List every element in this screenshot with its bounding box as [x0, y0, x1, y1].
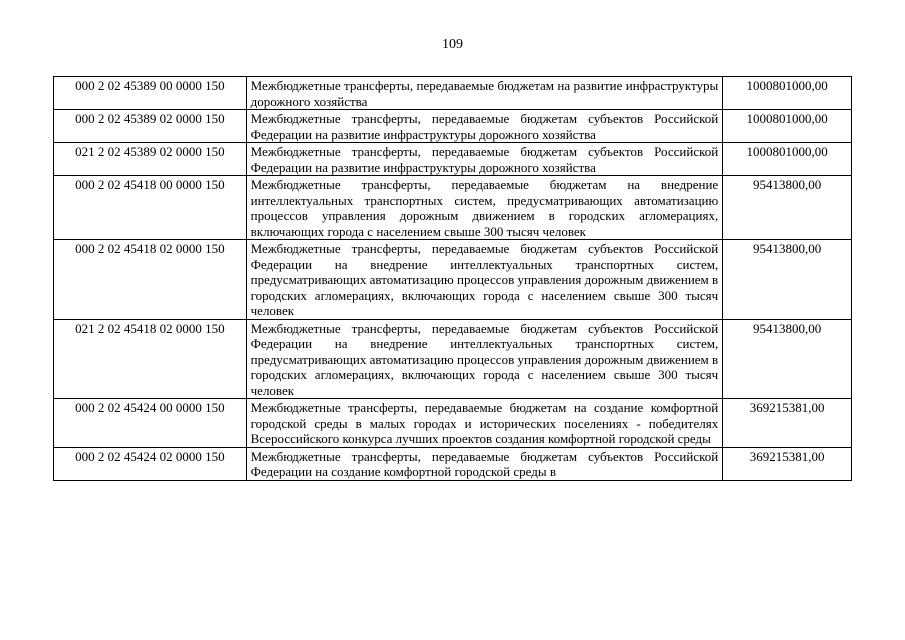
table-row: [54, 110, 852, 143]
budget-code: 000 2 02 45389 00 0000 150: [54, 77, 247, 110]
amount: 95413800,00: [723, 240, 852, 320]
amount: 1000801000,00: [723, 110, 852, 143]
budget-code: 000 2 02 45418 02 0000 150: [54, 240, 247, 320]
amount: 1000801000,00: [723, 77, 852, 110]
transfer-description: Межбюджетные трансферты, передаваемые бюджетам на создание комфортной городской среды в малых городах и исторических поселениях - победителях Всероссийского конкурса лучших проектов создания комфортной городской среды: [246, 399, 723, 448]
budget-code: 000 2 02 45424 00 0000 150: [54, 399, 247, 448]
budget-code: 021 2 02 45418 02 0000 150: [54, 319, 247, 399]
table-row: [54, 240, 852, 320]
transfer-description: Межбюджетные трансферты, передаваемые бюджетам субъектов Российской Федерации на внедрение интеллектуальных транспортных систем, предусматривающих автоматизацию процессов управления дорожным движением в городских агломерациях, включающих города с населением свыше 300 тысяч человек: [246, 240, 723, 320]
amount: 95413800,00: [723, 319, 852, 399]
transfer-description: Межбюджетные трансферты, передаваемые бюджетам на внедрение интеллектуальных транспортных систем, предусматривающих автоматизацию процессов управления дорожным движением в городских агломерациях, включающих города с населением свыше 300 тысяч человек: [246, 176, 723, 240]
transfer-description: Межбюджетные трансферты, передаваемые бюджетам субъектов Российской Федерации на развитие инфраструктуры дорожного хозяйства: [246, 110, 723, 143]
table-row: [54, 176, 852, 240]
transfer-description: Межбюджетные трансферты, передаваемые бюджетам на развитие инфраструктуры дорожного хозяйства: [246, 77, 723, 110]
transfer-description: Межбюджетные трансферты, передаваемые бюджетам субъектов Российской Федерации на создание комфортной городской среды в: [246, 447, 723, 480]
table-row: [54, 77, 852, 110]
transfer-description: Межбюджетные трансферты, передаваемые бюджетам субъектов Российской Федерации на внедрение интеллектуальных транспортных систем, предусматривающих автоматизацию процессов управления дорожным движением в городских агломерациях, включающих города с населением свыше 300 тысяч человек: [246, 319, 723, 399]
table-row: [54, 399, 852, 448]
amount: 369215381,00: [723, 399, 852, 448]
amount: 1000801000,00: [723, 143, 852, 176]
table-row: [54, 143, 852, 176]
budget-code: 000 2 02 45424 02 0000 150: [54, 447, 247, 480]
budget-code: 000 2 02 45389 02 0000 150: [54, 110, 247, 143]
budget-code: 000 2 02 45418 00 0000 150: [54, 176, 247, 240]
table-row: [54, 447, 852, 480]
page-number: 109: [442, 37, 463, 52]
amount: 95413800,00: [723, 176, 852, 240]
budget-table: [53, 76, 852, 481]
amount: 369215381,00: [723, 447, 852, 480]
table-row: [54, 319, 852, 399]
budget-code: 021 2 02 45389 02 0000 150: [54, 143, 247, 176]
transfer-description: Межбюджетные трансферты, передаваемые бюджетам субъектов Российской Федерации на развитие инфраструктуры дорожного хозяйства: [246, 143, 723, 176]
